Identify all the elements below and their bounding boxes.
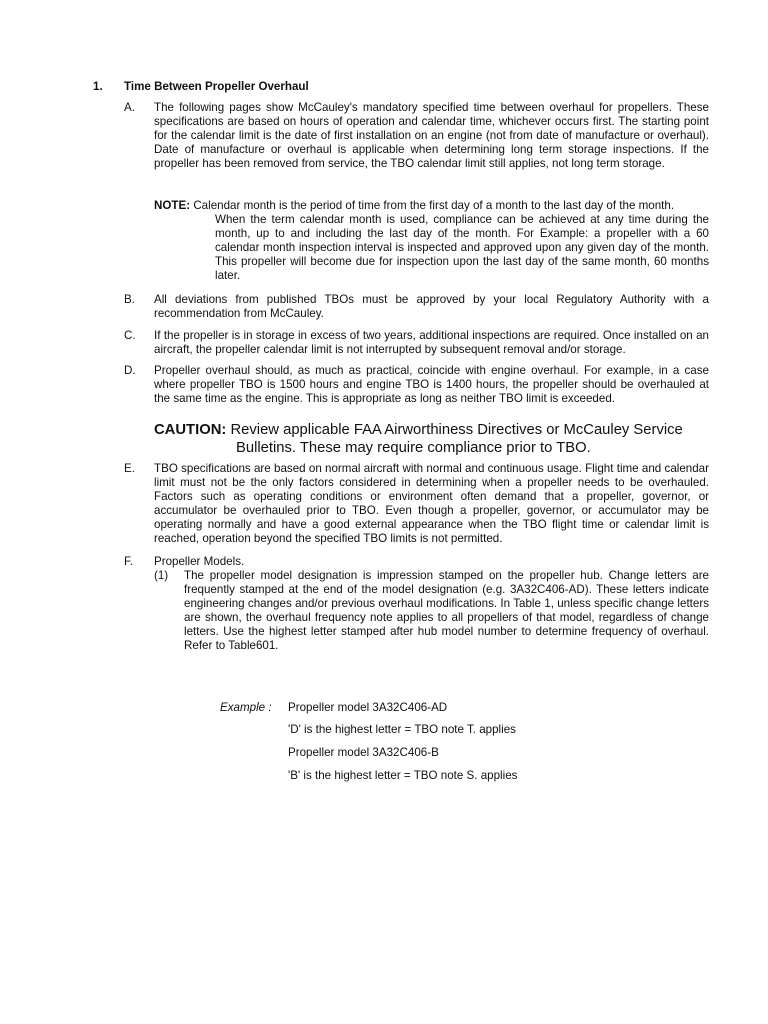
item-d bbox=[124, 364, 709, 406]
note-block bbox=[154, 199, 709, 283]
example-label: Example : bbox=[220, 701, 272, 714]
example-line: Propeller model 3A32C406-AD bbox=[288, 701, 448, 714]
item-a bbox=[124, 101, 709, 171]
item-e bbox=[124, 462, 709, 546]
item-c-text: If the propeller is in storage in excess of two years, additional inspections are required. Once installed on an aircraft, the propeller calendar limit is not interrupted by subsequent removal and/or storage. bbox=[154, 329, 709, 356]
note-first-line: Calendar month is the period of time from the first day of a month to the last day of the month. bbox=[193, 199, 675, 212]
example-line: 'D' is the highest letter = TBO note T. applies bbox=[288, 723, 516, 736]
item-a-letter: A. bbox=[124, 101, 135, 114]
note-label: NOTE: bbox=[154, 199, 191, 212]
item-f-letter: F. bbox=[124, 555, 134, 568]
sub-item-number: (1) bbox=[154, 569, 169, 582]
caution-label: CAUTION: bbox=[154, 422, 227, 438]
sub-item-text: The propeller model designation is impression stamped on the propeller hub. Change letters are frequently stamped at the end of the model designation (e.g. 3A32C406-AD). These letters indicate engineering changes and/or previous overhaul modifications. In Table 1, unless specific change letters are shown, the overhaul frequency note applies to all propellers of that model, regardless of change letters. Use the highest letter stamped after hub model number to determine frequency of overhaul. Refer to Table601. bbox=[184, 569, 709, 652]
item-e-text: TBO specifications are based on normal aircraft with normal and continuous usage. Flight time and calendar limit must not be the only factors considered in determining when a propeller needs to be overhauled. Factors such as operating conditions or environment often demand that a propeller, governor, or accumulator be overhauled prior to TBO. Even though a propeller, governor, or accumulator may be operating normally and have a good external appearance when the TBO flight time or calendar limit is reached, operation beyond the specified TBO limits is not permitted. bbox=[154, 462, 709, 545]
section-heading bbox=[93, 80, 309, 94]
section-number: 1. bbox=[93, 80, 103, 93]
item-d-text: Propeller overhaul should, as much as practical, coincide with engine overhaul. For example, in a case where propeller TBO is 1500 hours and engine TBO is 1400 hours, the propeller should be overhauled at the same time as the engine. This is appropriate as long as neither TBO limit is exceeded. bbox=[154, 364, 709, 405]
sub-item-1 bbox=[154, 569, 709, 653]
item-f bbox=[124, 555, 709, 569]
caution-first-line: Review applicable FAA Airworthiness Directives or McCauley Service bbox=[230, 422, 683, 438]
item-f-text: Propeller Models. bbox=[154, 555, 245, 568]
item-b-text: All deviations from published TBOs must be approved by your local Regulatory Authority with a recommendation from McCauley. bbox=[154, 293, 709, 320]
section-title: Time Between Propeller Overhaul bbox=[124, 80, 309, 93]
caution-body: Bulletins. These may require compliance prior to TBO. bbox=[236, 440, 591, 456]
item-b bbox=[124, 293, 709, 321]
item-c-letter: C. bbox=[124, 329, 136, 342]
item-a-text: The following pages show McCauley's mandatory specified time between overhaul for propellers. These specifications are based on hours of operation and calendar time, whichever occurs first. The starting point for the calendar limit is the date of first installation on an engine (not from date of manufacture or overhaul). Date of manufacture or overhaul is applicable when determining long term storage inspections. If the propeller has been removed from service, the TBO calendar limit still applies, not long term storage. bbox=[154, 101, 709, 170]
example-line: 'B' is the highest letter = TBO note S. applies bbox=[288, 769, 518, 782]
example-line: Propeller model 3A32C406-B bbox=[288, 746, 439, 759]
item-e-letter: E. bbox=[124, 462, 135, 475]
note-body: When the term calendar month is used, compliance can be achieved at any time during the month, up to and including the last day of the month. For Example: a propeller with a 60 calendar month inspection interval is inspected and approved upon any given day of the month. This propeller will become due for inspection upon the last day of the same month, 60 months later. bbox=[215, 213, 709, 282]
item-d-letter: D. bbox=[124, 364, 136, 377]
item-b-letter: B. bbox=[124, 293, 135, 306]
item-c bbox=[124, 329, 709, 357]
caution-block bbox=[154, 421, 714, 457]
